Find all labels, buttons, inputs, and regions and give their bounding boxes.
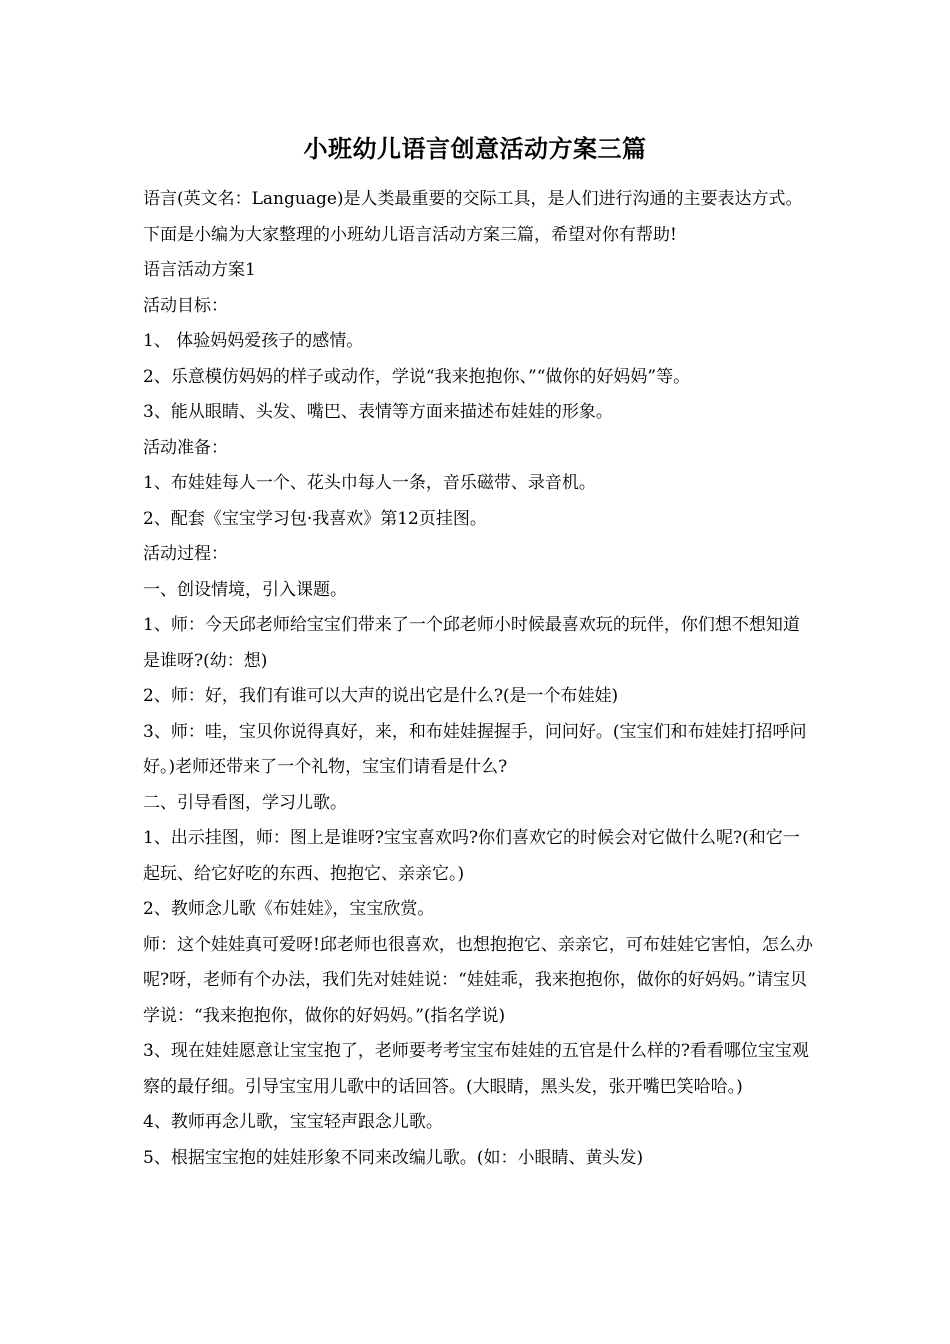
process-step-2-4: 4、教师再念儿歌，宝宝轻声跟念儿歌。 <box>143 1112 443 1132</box>
goal-item-2: 2、乐意模仿妈妈的样子或动作，学说“我来抱抱你、”“做你的好妈妈”等。 <box>143 366 691 387</box>
process-step-2-5: 5、根据宝宝抱的娃娃形象不同来改编儿歌。(如：小眼睛、黄头发) <box>143 1147 644 1168</box>
process-step-1-1: 1、师：今天邱老师给宝宝们带来了一个邱老师小时候最喜欢玩的玩伴，你们想不想知道是谁呀?(幼：想) <box>143 615 800 671</box>
goal-item-1: 1、 体验妈妈爱孩子的感情。 <box>143 331 364 351</box>
process-step-1-2: 2、师：好，我们有谁可以大声的说出它是什么?(是一个布娃娃) <box>143 686 619 706</box>
process-step-2-2: 2、教师念儿歌《布娃娃》，宝宝欣赏。 <box>143 899 435 919</box>
process-part-2-heading: 二、引导看图，学习儿歌。 <box>143 792 347 813</box>
process-part-1-heading: 一、创设情境，引入课题。 <box>143 579 347 600</box>
document-body <box>143 182 815 1176</box>
document-title: 小班幼儿语言创意活动方案三篇 <box>303 134 647 163</box>
heading-activity-preparation: 活动准备： <box>143 437 228 458</box>
preparation-item-2: 2、配套《宝宝学习包·我喜欢》第12页挂图。 <box>143 508 487 529</box>
heading-activity-process: 活动过程： <box>143 544 228 564</box>
goal-item-3: 3、能从眼睛、头发、嘴巴、表情等方面来描述布娃娃的形象。 <box>143 402 613 422</box>
process-step-2-3: 3、现在娃娃愿意让宝宝抱了，老师要考考宝宝布娃娃的五官是什么样的?看看哪位宝宝观察的最仔细。引导宝宝用儿歌中的话回答。(大眼睛，黑头发，张开嘴巴笑哈哈。) <box>143 1041 809 1097</box>
heading-activity-goals: 活动目标： <box>143 295 228 316</box>
preparation-item-1: 1、布娃娃每人一个、花头巾每人一条，音乐磁带、录音机。 <box>143 473 596 493</box>
process-step-1-3: 3、师：哇，宝贝你说得真好，来，和布娃娃握握手，问问好。(宝宝们和布娃娃打招呼问好。)老师还带来了一个礼物，宝宝们请看是什么? <box>143 721 807 777</box>
intro-paragraph: 语言(英文名：Language)是人类最重要的交际工具，是人们进行沟通的主要表达方式。下面是小编为大家整理的小班幼儿语言活动方案三篇，希望对你有帮助! <box>143 189 803 245</box>
section-heading-plan-1: 语言活动方案1 <box>143 260 256 280</box>
teacher-dialogue-paragraph: 师：这个娃娃真可爱呀!邱老师也很喜欢，也想抱抱它、亲亲它，可布娃娃它害怕，怎么办呢?呀，老师有个办法，我们先对娃娃说：“娃娃乖，我来抱抱你，做你的好妈妈。”请宝贝学说：“我来抱抱你，做你的好妈妈。”(指名学说) <box>143 934 813 1026</box>
process-step-2-1: 1、出示挂图，师：图上是谁呀?宝宝喜欢吗?你们喜欢它的时候会对它做什么呢?(和它一起玩、给它好吃的东西、抱抱它、亲亲它。) <box>143 828 800 884</box>
